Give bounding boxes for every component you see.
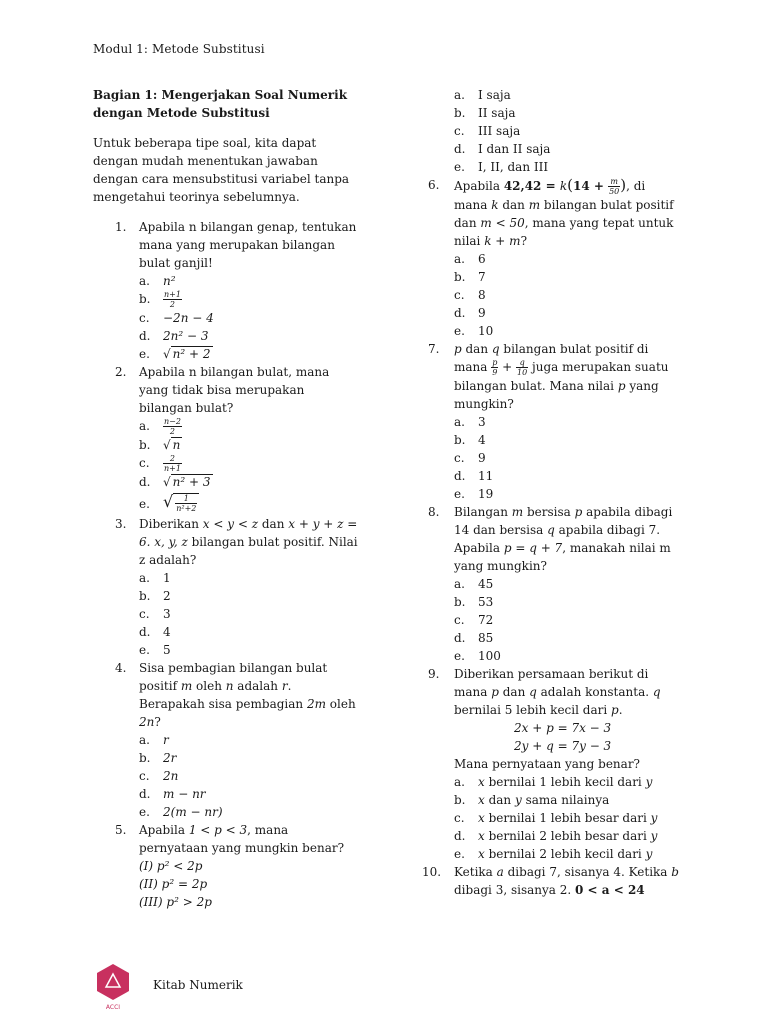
option-d: d. m − nr: [139, 787, 206, 801]
question-number: 4.: [115, 661, 127, 675]
option-a: a. 1: [139, 571, 171, 585]
option-c: c. $\frac{2}{n+1}$: [139, 454, 181, 473]
question-number: 7.: [428, 342, 440, 356]
option-b: b. 53: [454, 595, 494, 609]
option-b: b. 7: [454, 270, 486, 284]
option-b: b. 4: [454, 433, 486, 447]
question-4: [93, 659, 358, 821]
option-d: d. 85: [454, 631, 494, 645]
option-c: c. 9: [454, 451, 486, 465]
option-e: e. 10: [454, 324, 494, 338]
option-e: e. I, II, dan III: [454, 160, 549, 174]
statement-3: (III) p² > 2p: [139, 895, 212, 909]
option-b: b. 2: [139, 589, 171, 603]
question-5: [93, 821, 358, 911]
question-number: 1.: [115, 220, 127, 234]
fraction: $\frac{n-2}{2}$: [164, 417, 181, 436]
section-intro: Untuk beberapa tipe soal, kita dapat dengan mudah menentukan jawaban dengan cara mensubstitusi variabel tanpa mengetahui teorinya sebelumnya.: [93, 136, 350, 204]
option-a: a. 3: [454, 415, 486, 429]
option-c: c. 72: [454, 613, 494, 627]
option-a: a. r: [139, 733, 169, 747]
question-ask: Mana pernyataan yang benar?: [454, 757, 640, 771]
left-column: [93, 86, 358, 911]
square-root: n² + 2: [172, 347, 211, 361]
option-d: d. x bernilai 2 lebih besar dari y: [454, 829, 658, 843]
page-footer: [93, 962, 593, 1012]
option-math: 2n² − 3: [163, 329, 209, 343]
fraction: $\frac{n+1}{2}$: [164, 290, 181, 309]
acci-logo-icon: [93, 962, 133, 1012]
option-b: b. $\frac{n+1}{2}$: [139, 290, 181, 309]
question-text: Sisa pembagian bilangan bulat positif m oleh n adalah r. Berapakah sisa pembagian 2m oleh 2n?: [139, 661, 356, 729]
question-2: [93, 363, 358, 515]
question-text: Apabila n bilangan genap, tentukan mana yang merupakan bilangan bulat ganjil!: [139, 220, 357, 270]
option-b: b. II saja: [454, 106, 516, 120]
statement-1: (I) p² < 2p: [139, 859, 203, 873]
statement-2: (II) p² = 2p: [139, 877, 208, 891]
option-a: a. I saja: [454, 88, 511, 102]
fraction: $\frac{2}{n+1}$: [164, 454, 181, 473]
option-c: c. −2n − 4: [139, 311, 214, 325]
option-a: a. x bernilai 1 lebih kecil dari y: [454, 775, 653, 789]
square-root: n² + 3: [172, 475, 211, 489]
question-number: 6.: [428, 178, 440, 192]
option-b: b. 2r: [139, 751, 177, 765]
option-a: a. 45: [454, 577, 494, 591]
question-text: Apabila 42,42 = k(14 + $\frac{m}{50}$ ), di mana k dan m bilangan bulat positif dan m < 50, mana yang tepat untuk nilai k + m?: [454, 176, 674, 248]
option-b: b. √ n: [139, 438, 181, 452]
question-text: p dan q bilangan bulat positif di mana $\frac{p}{9}$ + $\frac{q}{10}$ juga merupakan suatu bilangan bulat. Mana nilai p yang mungkin?: [454, 342, 669, 411]
option-e: e. √ $\frac{1}{\text{n²+2}}$: [139, 491, 358, 515]
footer-title: Kitab Numerik: [153, 978, 243, 992]
option-math: n²: [163, 274, 176, 288]
question-text: Apabila 1 < p < 3, mana pernyataan yang mungkin benar?: [139, 823, 345, 855]
option-c: c. 2n: [139, 769, 179, 783]
right-column: [422, 86, 680, 899]
option-e: e. 5: [139, 643, 171, 657]
option-d: d. √ n² + 3: [139, 475, 211, 489]
option-math: −2n − 4: [163, 311, 214, 325]
question-1: [93, 218, 358, 363]
question-9: [430, 665, 680, 863]
option-e: e. 19: [454, 487, 494, 501]
question-text: Diberikan x < y < z dan x + y + z = 6. x, y, z bilangan bulat positif. Nilai z adalah?: [139, 517, 358, 567]
equation-2: 2y + q = 7y − 3: [514, 739, 612, 753]
option-e: e. 100: [454, 649, 501, 663]
option-e: e. √ n² + 2: [139, 347, 211, 361]
option-a: a. n²: [139, 274, 176, 288]
question-text: Apabila n bilangan bulat, mana yang tidak bisa merupakan bilangan bulat?: [139, 365, 330, 415]
question-7: [430, 340, 680, 503]
option-a: a. $\frac{n-2}{2}$: [139, 417, 181, 436]
option-e: e. x bernilai 2 lebih kecil dari y: [454, 847, 653, 861]
svg-text:ACCI: ACCI: [105, 1004, 121, 1011]
question-8: [430, 503, 680, 665]
option-a: a. 6: [454, 252, 486, 266]
question-number: 5.: [115, 823, 127, 837]
question-10: [422, 863, 680, 899]
option-d: d. 4: [139, 625, 171, 639]
question-5-options: [430, 86, 680, 176]
question-text: Ketika a dibagi 7, sisanya 4. Ketika b dibagi 3, sisanya 2. 0 < a < 24: [454, 865, 679, 897]
question-number: 8.: [428, 505, 440, 519]
option-c: c. 3: [139, 607, 171, 621]
option-b: b. x dan y sama nilainya: [454, 793, 610, 807]
question-number: 2.: [115, 365, 127, 379]
question-6: [430, 176, 680, 340]
option-e: e. 2(m − nr): [139, 805, 223, 819]
option-d: d. I dan II saja: [454, 142, 551, 156]
option-c: c. 8: [454, 288, 486, 302]
option-d: d. 2n² − 3: [139, 329, 209, 343]
module-header: Modul 1: Metode Substitusi: [93, 42, 265, 56]
question-3: [93, 515, 358, 659]
option-d: d. 11: [454, 469, 494, 483]
option-c: c. III saja: [454, 124, 521, 138]
question-number: 9.: [428, 667, 440, 681]
question-number: 10.: [422, 865, 442, 879]
question-number: 3.: [115, 517, 127, 531]
option-c: c. x bernilai 1 lebih besar dari y: [454, 811, 658, 825]
square-root: $\frac{1}{\text{n²+2}}$: [173, 493, 199, 513]
question-text: Bilangan m bersisa p apabila dibagi 14 dan bersisa q apabila dibagi 7. Apabila p = q + 7, manakah nilai m yang mungkin?: [454, 505, 673, 573]
option-d: d. 9: [454, 306, 486, 320]
equation-1: 2x + p = 7x − 3: [514, 721, 612, 735]
square-root: n: [172, 438, 181, 452]
question-text: Diberikan persamaan berikut di mana p dan q adalah konstanta. q bernilai 5 lebih kecil dari p.: [454, 667, 661, 717]
section-title: Bagian 1: Mengerjakan Soal Numerik dengan Metode Substitusi: [93, 88, 348, 120]
